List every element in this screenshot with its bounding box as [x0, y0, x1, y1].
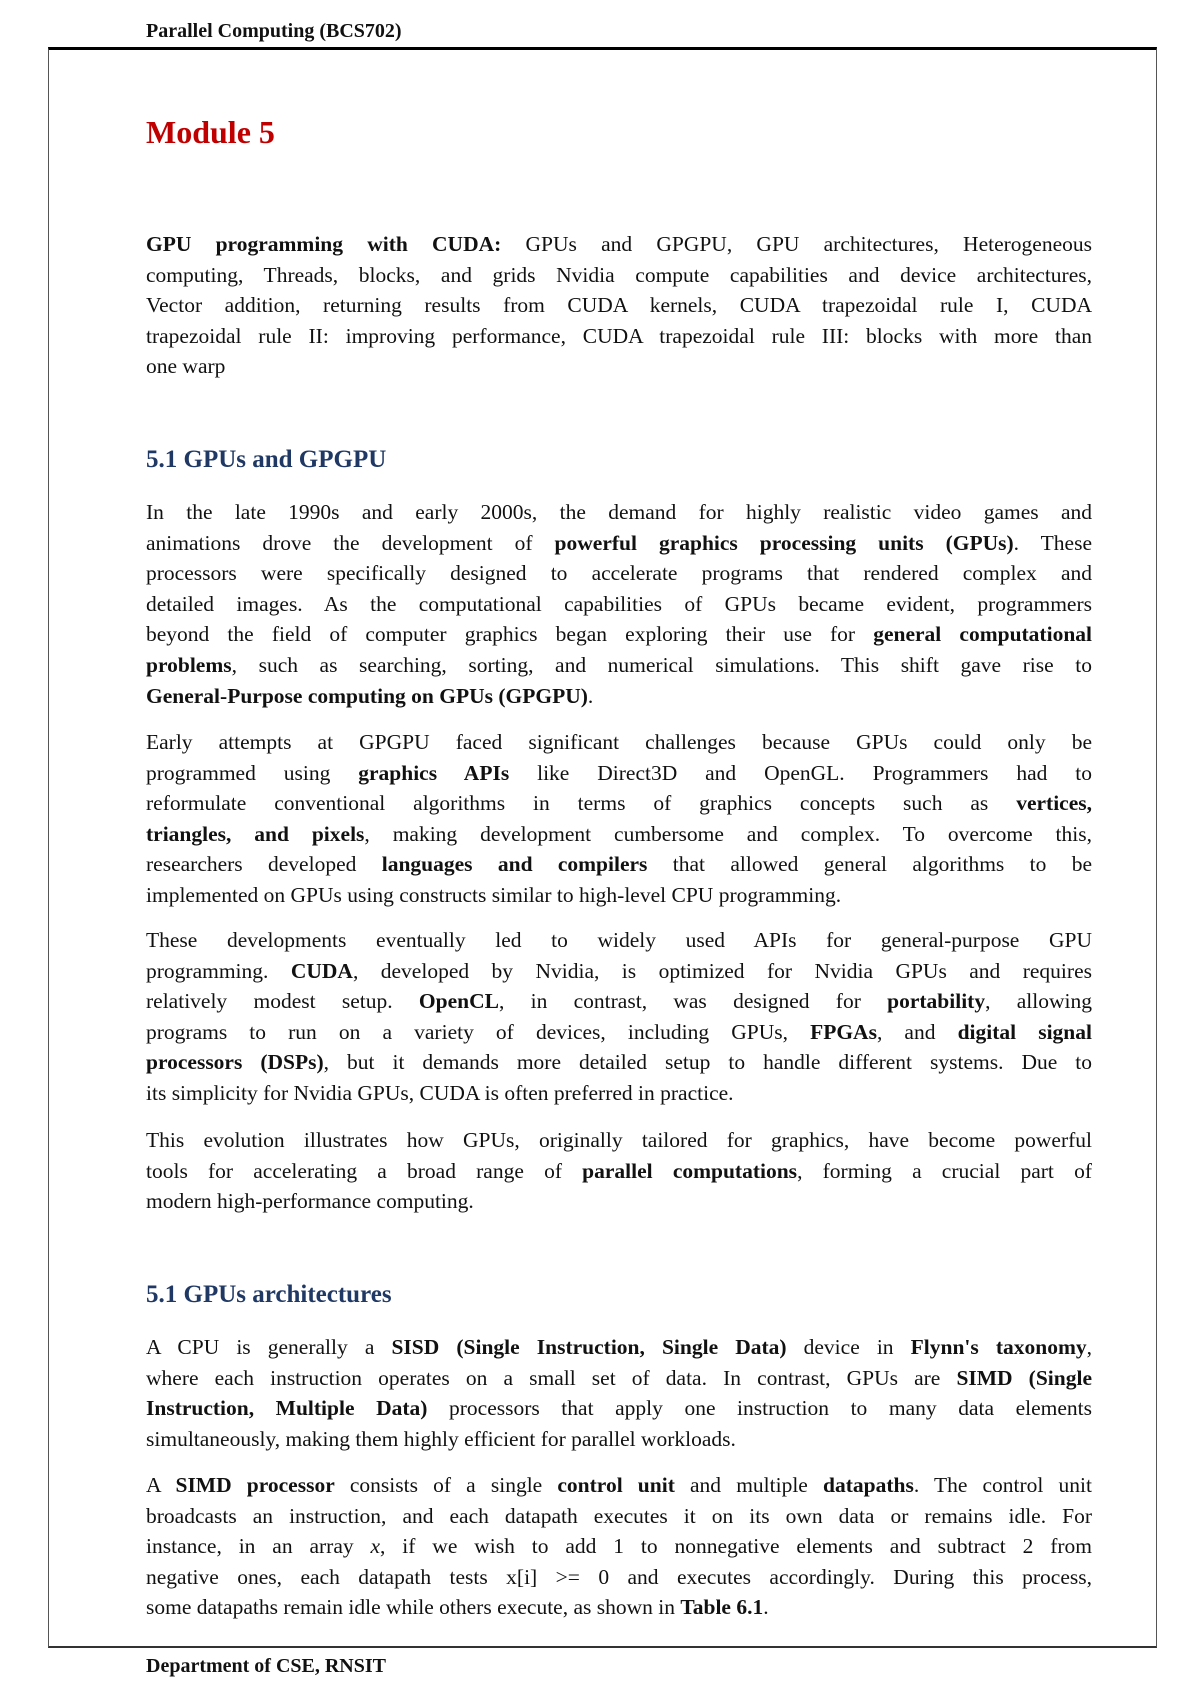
text-run: , developed by Nvidia, is optimized for Nvidia GPUs and requires [352, 958, 1092, 983]
paragraph [146, 497, 1092, 711]
text-line [146, 788, 1092, 819]
text-run: , [1086, 1335, 1092, 1359]
bold-text: SIMD (Single [956, 1365, 1092, 1390]
text-line [146, 986, 1092, 1017]
text-line [146, 1332, 1092, 1363]
text-line [146, 1424, 1092, 1455]
text-line [146, 925, 1092, 956]
bold-text: Flynn's taxonomy [910, 1335, 1087, 1359]
section-heading-gpu-architectures: 5.1 GPUs architectures [146, 1281, 392, 1308]
text-line [146, 290, 1092, 321]
text-run: implemented on GPUs using constructs similar to high-level CPU programming. [146, 882, 842, 907]
bold-text: digital signal [957, 1019, 1092, 1044]
text-run: , allowing [985, 989, 1092, 1014]
text-run: A [146, 1473, 176, 1497]
text-line [146, 351, 1092, 382]
bold-text: languages and compilers [381, 852, 648, 877]
text-run: , making development cumbersome and complex. To overcome this, [364, 821, 1092, 846]
bold-text: GPU programming with CUDA: [146, 232, 502, 256]
text-run: . The control unit [913, 1473, 1092, 1497]
text-run: . [587, 683, 594, 708]
text-line [146, 1186, 1092, 1217]
text-run: Early attempts at GPGPU faced significant challenges because GPUs could only be [146, 730, 1092, 754]
module-title: Module 5 [146, 114, 275, 150]
text-run: programming. [146, 958, 291, 983]
text-line [146, 589, 1092, 620]
text-run: device in [786, 1335, 911, 1359]
text-run: where each instruction operates on a small set of data. In contrast, GPUs are [146, 1365, 957, 1390]
text-run: negative ones, each datapath tests x[i] >= 0 and executes accordingly. During this process, [146, 1564, 1092, 1589]
paragraph [146, 925, 1092, 1109]
paragraph [146, 1332, 1092, 1454]
bold-text: SISD (Single Instruction, Single Data) [391, 1335, 787, 1359]
bold-text: Instruction, Multiple Data) [146, 1396, 428, 1421]
text-run: and multiple [674, 1473, 823, 1497]
bold-text: problems [146, 652, 232, 677]
text-run: that allowed general algorithms to be [647, 852, 1092, 877]
text-run: like Direct3D and OpenGL. Programmers had to [509, 760, 1092, 785]
bold-text: processors (DSPs) [146, 1050, 324, 1075]
syllabus-paragraph [146, 229, 1092, 382]
bold-text: FPGAs [810, 1019, 877, 1044]
italic-text: x [370, 1534, 381, 1559]
text-line [146, 1470, 1092, 1501]
bold-text: datapaths [823, 1473, 914, 1497]
text-run: , if we wish to add 1 to nonnegative elements and subtract 2 from [380, 1534, 1092, 1559]
text-line [146, 880, 1092, 911]
text-run: Vector addition, returning results from CUDA kernels, CUDA trapezoidal rule I, CUDA [146, 293, 1092, 318]
text-line [146, 558, 1092, 589]
text-run: , but it demands more detailed setup to handle different systems. Due to [323, 1050, 1092, 1075]
text-line [146, 681, 1092, 712]
paragraph [146, 1125, 1092, 1217]
text-line [146, 260, 1092, 291]
page-footer: Department of CSE, RNSIT [146, 1655, 386, 1677]
text-line [146, 229, 1092, 260]
text-line [146, 1078, 1092, 1109]
text-run: modern high-performance computing. [146, 1189, 474, 1214]
bold-text: Table 6.1 [680, 1595, 764, 1620]
text-run: In the late 1990s and early 2000s, the demand for highly realistic video games and [146, 500, 1092, 524]
text-run: programs to run on a variety of devices, including GPUs, [146, 1019, 811, 1044]
text-run: trapezoidal rule II: improving performance, CUDA trapezoidal rule III: blocks with more than [146, 323, 1092, 348]
text-line [146, 1047, 1092, 1078]
text-line [146, 321, 1092, 352]
text-run: instance, in an array [146, 1534, 371, 1559]
text-line [146, 819, 1092, 850]
text-run: simultaneously, making them highly efficient for parallel workloads. [146, 1426, 736, 1451]
bold-text: graphics APIs [358, 760, 510, 785]
text-line [146, 1125, 1092, 1156]
text-run: computing, Threads, blocks, and grids Nvidia compute capabilities and device architectures, [146, 262, 1092, 287]
bold-text: portability [887, 989, 986, 1014]
text-run: processors were specifically designed to accelerate programs that rendered complex and [146, 561, 1092, 586]
page-header: Parallel Computing (BCS702) [146, 20, 402, 42]
text-run: detailed images. As the computational capabilities of GPUs became evident, programmers [146, 591, 1092, 616]
text-run: broadcasts an instruction, and each datapath executes it on its own data or remains idle. For [146, 1503, 1092, 1528]
bold-text: vertices, [1016, 791, 1092, 816]
paragraph [146, 727, 1092, 911]
text-run: GPUs and GPGPU, GPU architectures, Heterogeneous [501, 232, 1092, 256]
text-run: processors that apply one instruction to many data elements [427, 1396, 1092, 1421]
text-run: , such as searching, sorting, and numerical simulations. This shift gave rise to [231, 652, 1092, 677]
text-line [146, 849, 1092, 880]
text-run: . These [1013, 530, 1092, 555]
text-line [146, 1363, 1092, 1394]
text-run: , in contrast, was designed for [498, 989, 888, 1014]
paragraph [146, 1470, 1092, 1623]
text-line [146, 1501, 1092, 1532]
bold-text: triangles, and pixels [146, 821, 365, 846]
bold-text: control unit [557, 1473, 675, 1497]
text-run: reformulate conventional algorithms in terms of graphics concepts such as [146, 791, 1017, 816]
text-line [146, 1592, 1092, 1623]
text-run: A CPU is generally a [146, 1335, 392, 1359]
text-run: , forming a crucial part of [797, 1158, 1092, 1183]
text-line [146, 1393, 1092, 1424]
text-run: programmed using [146, 760, 359, 785]
bold-text: CUDA [290, 958, 353, 983]
text-line [146, 1531, 1092, 1562]
text-run: some datapaths remain idle while others execute, as shown in [146, 1595, 681, 1620]
bold-text: general computational [873, 622, 1092, 647]
text-line [146, 1156, 1092, 1187]
text-line [146, 727, 1092, 758]
text-run: one warp [146, 354, 226, 379]
text-line [146, 758, 1092, 789]
bold-text: powerful graphics processing units (GPUs) [554, 530, 1014, 555]
bold-text: General-Purpose computing on GPUs (GPGPU) [146, 683, 588, 708]
text-run: consists of a single [334, 1473, 558, 1497]
text-run: relatively modest setup. [146, 989, 419, 1014]
text-run: its simplicity for Nvidia GPUs, CUDA is often preferred in practice. [146, 1080, 734, 1105]
text-line [146, 956, 1092, 987]
text-line [146, 528, 1092, 559]
text-run: These developments eventually led to widely used APIs for general-purpose GPU [146, 928, 1092, 952]
text-run: animations drove the development of [146, 530, 555, 555]
bold-text: SIMD processor [175, 1473, 335, 1497]
text-line [146, 497, 1092, 528]
text-run: This evolution illustrates how GPUs, originally tailored for graphics, have become powerful [146, 1128, 1092, 1152]
text-run: . [763, 1595, 769, 1620]
text-line [146, 619, 1092, 650]
text-run: beyond the field of computer graphics began exploring their use for [146, 622, 874, 647]
text-line [146, 650, 1092, 681]
text-run: , and [876, 1019, 958, 1044]
text-run: researchers developed [146, 852, 382, 877]
text-line [146, 1017, 1092, 1048]
text-line [146, 1562, 1092, 1593]
section-heading-gpus-gpgpu: 5.1 GPUs and GPGPU [146, 446, 387, 473]
text-run: tools for accelerating a broad range of [146, 1158, 583, 1183]
bold-text: OpenCL [418, 989, 499, 1014]
bold-text: parallel computations [582, 1158, 798, 1183]
